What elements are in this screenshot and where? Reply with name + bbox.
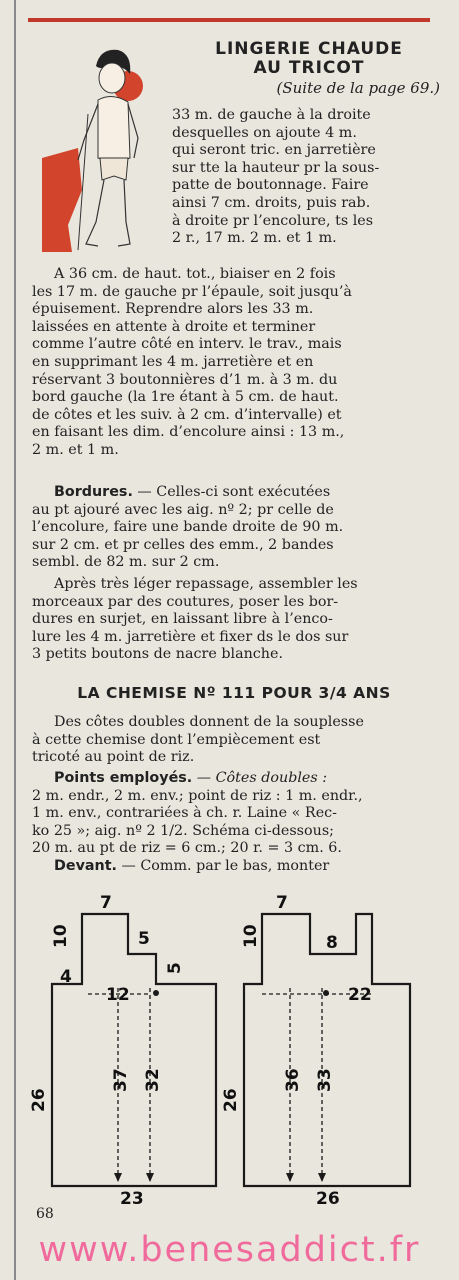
right-label-36: 36 bbox=[283, 1068, 303, 1092]
article-subtitle: (Suite de la page 69.) bbox=[276, 79, 440, 97]
left-label-4: 4 bbox=[60, 967, 72, 987]
chemise-section-title: LA CHEMISE Nº 111 POUR 3/4 ANS bbox=[77, 684, 391, 702]
points-label: Points employés. bbox=[54, 770, 193, 786]
left-label-37: 37 bbox=[111, 1068, 131, 1092]
back-piece-outline bbox=[244, 914, 410, 1186]
page-number: 68 bbox=[36, 1206, 54, 1222]
right-label-10: 10 bbox=[241, 924, 261, 948]
right-label-7: 7 bbox=[276, 893, 288, 913]
site-watermark: www.benesaddict.fr bbox=[38, 1230, 421, 1270]
intro-paragraph: 33 m. de gauche à la droite desquelles on ajoute 4 m. qui seront tric. en jarretière sur tte la hauteur pr la sous- patte de boutonnage. Faire ainsi 7 cm. droits, puis rab. à droite pr l’encolure, ts les 2 r., 17 m. 2 m. et 1 m. bbox=[172, 107, 380, 247]
right-label-22: 22 bbox=[348, 985, 372, 1005]
right-label-33: 33 bbox=[315, 1068, 335, 1092]
left-label-23: 23 bbox=[120, 1189, 144, 1209]
girl-in-lingerie-illustration bbox=[38, 40, 158, 255]
body-paragraph-1: A 36 cm. de haut. tot., biaiser en 2 fois les 17 m. de gauche pr l’épaule, soit jusqu’à épuisement. Reprendre alors les 33 m. laissées en attente à droite et terminer comme l’autre côté en interv. le trav., mais en supprimant les 4 m. jarretière et en réservant 3 boutonnières d’1 m. à 3 m. du bord gauche (la 1re étant à 5 cm. de haut. de côtes et les suiv. à 2 cm. d’intervalle) et en faisant les dim. d’encolure ainsi : 13 m., 2 m. et 1 m. bbox=[32, 266, 352, 458]
left-label-32: 32 bbox=[143, 1068, 163, 1092]
left-label-10: 10 bbox=[51, 924, 71, 948]
bordures-paragraph: Bordures. — Celles-ci sont exécutées au pt ajouré avec les aig. nº 2; pr celle de l’encolure, faire une bande droite de 90 m. sur 2 cm. et pr celles des emm., 2 bandes sembl. de 82 m. sur 2 cm. bbox=[32, 484, 344, 571]
right-label-26: 26 bbox=[221, 1088, 241, 1112]
chemise-intro: Des côtes doubles donnent de la souplesse à cette chemise dont l’empiècement est tricoté au point de riz. bbox=[32, 714, 364, 766]
apres-paragraph: Après très léger repassage, assembler les morceaux par des coutures, poser les bor- dures en surjet, en laissant libre à l’enco- lure les 4 m. jarretière et fixer ds le dos sur 3 petits boutons de nacre blanche. bbox=[32, 576, 358, 663]
right-label-26-bottom: 26 bbox=[316, 1189, 340, 1209]
knitting-schematics bbox=[0, 882, 459, 1212]
right-label-8: 8 bbox=[326, 933, 338, 953]
left-label-5b: 5 bbox=[165, 962, 185, 974]
bordures-label: Bordures. bbox=[54, 484, 133, 500]
devant-label: Devant. bbox=[54, 857, 117, 874]
left-label-26: 26 bbox=[29, 1088, 49, 1112]
header-red-rule bbox=[28, 18, 430, 22]
front-piece-outline bbox=[52, 914, 216, 1186]
left-label-5a: 5 bbox=[138, 929, 150, 949]
left-label-12: 12 bbox=[106, 985, 130, 1005]
points-paragraph: Points employés. — Côtes doubles : 2 m. endr., 2 m. env.; point de riz : 1 m. endr., 1 m. env., contrariées à ch. r. Laine « Rec- ko 25 »; aig. nº 2 1/2. Schéma ci-dessous; 20 m. au pt de riz = 6 cm.; 20 r. = 3 cm. 6. Devant. — Comm. par le bas, monter bbox=[32, 770, 363, 874]
left-label-7: 7 bbox=[100, 893, 112, 913]
article-title: LINGERIE CHAUDE AU TRICOT bbox=[215, 39, 403, 78]
